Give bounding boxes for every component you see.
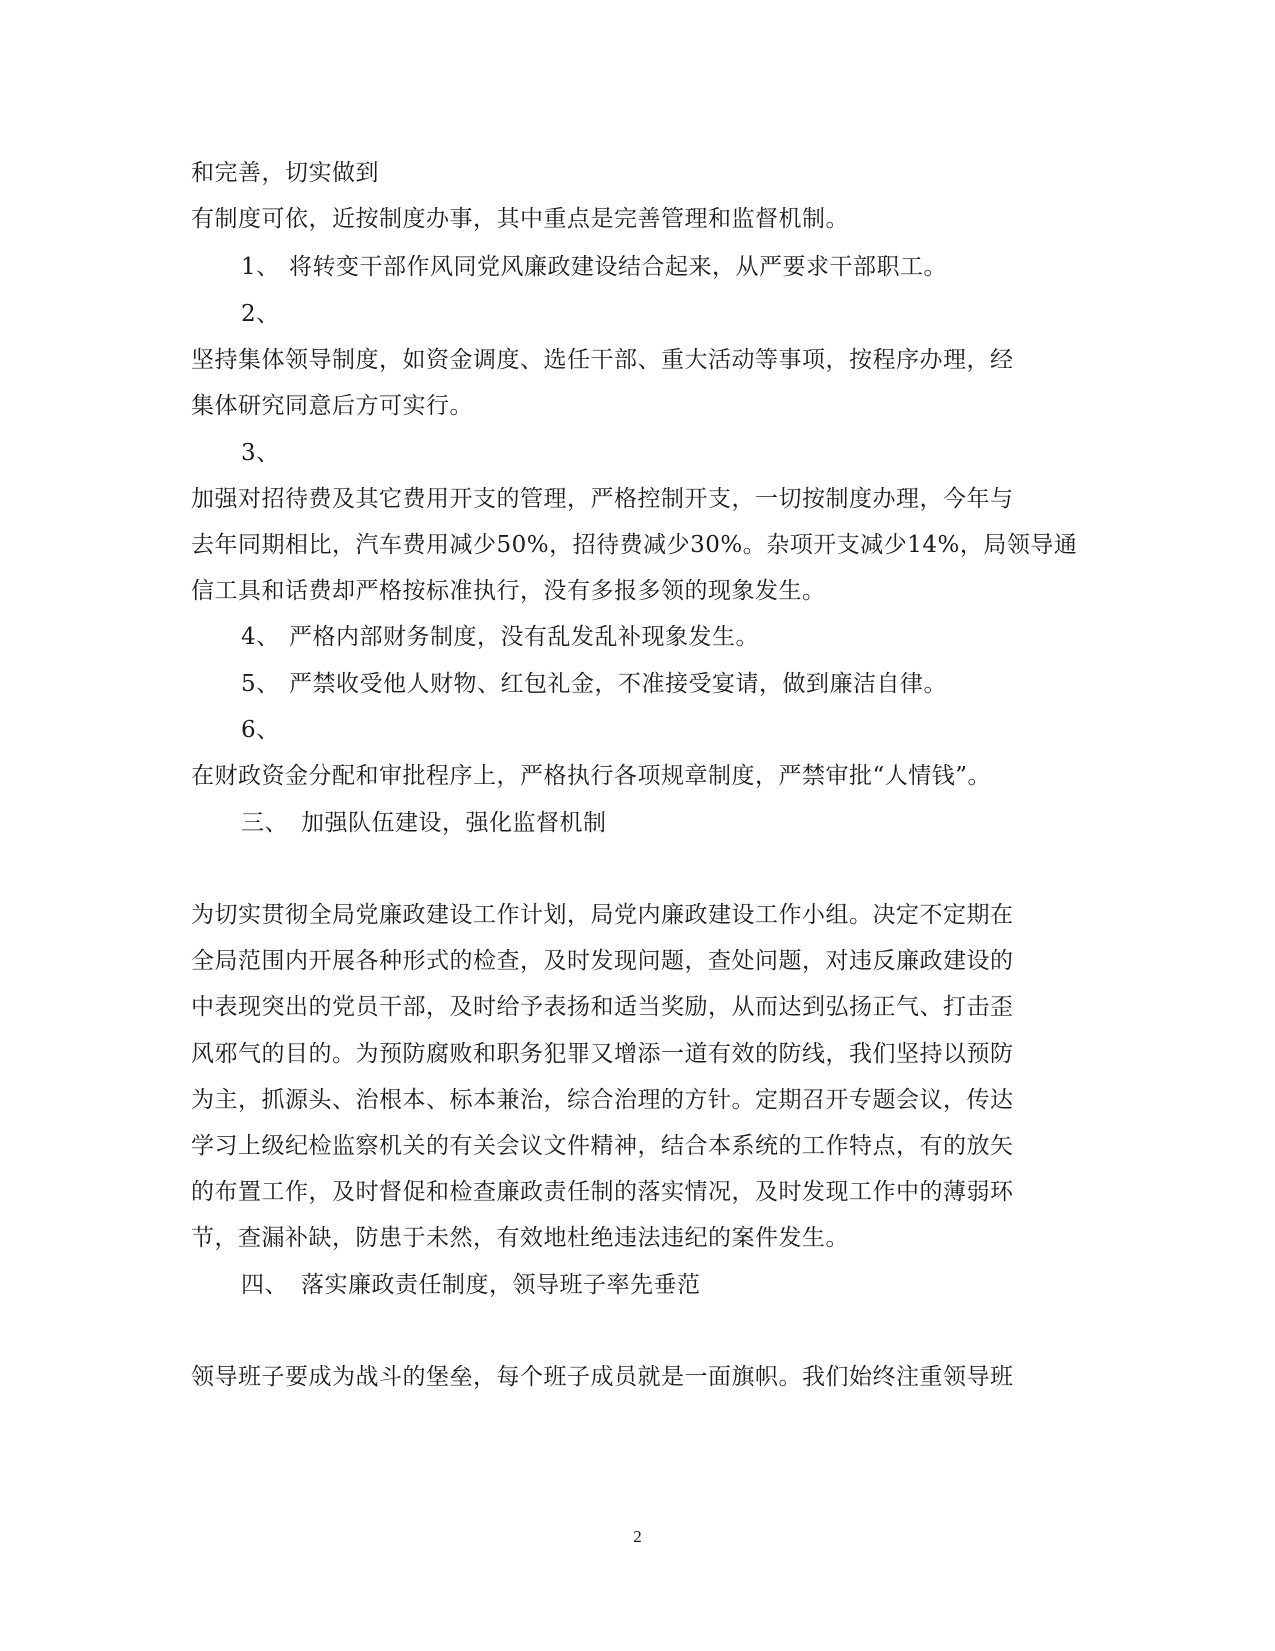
body-line: 信工具和话费却严格按标准执行，没有多报多领的现象发生。 <box>191 578 826 604</box>
body-line: 在财政资金分配和审批程序上，严格执行各项规章制度，严禁审批“人情钱”。 <box>191 763 992 789</box>
body-line: 中表现突出的党员干部，及时给予表扬和适当奖励，从而达到弘扬正气、打击歪 <box>191 994 1014 1020</box>
section-heading <box>241 1270 1141 1300</box>
page-number: 2 <box>633 1527 642 1546</box>
item-number: 4、 <box>241 624 280 650</box>
body-line: 领导班子要成为战斗的堡垒，每个班子成员就是一面旗帜。我们始终注重领导班 <box>191 1364 1014 1390</box>
item-number: 5、 <box>241 671 280 697</box>
item-text: 严格内部财务制度，没有乱发乱补现象发生。 <box>289 624 759 650</box>
body-line: 加强对招待费及其它费用开支的管理，严格控制开支，一切按制度办理，今年与 <box>191 486 1014 512</box>
item-number: 2、 <box>241 301 280 327</box>
body-line: 节，查漏补缺，防患于未然，有效地杜绝违法违纪的案件发生。 <box>191 1225 849 1251</box>
section-title: 加强队伍建设，强化监督机制 <box>301 810 607 836</box>
item-number: 3、 <box>241 440 280 466</box>
section-title: 落实廉政责任制度，领导班子率先垂范 <box>301 1272 701 1298</box>
section-number: 三、 <box>241 810 288 836</box>
body-line: 有制度可依，近按制度办事，其中重点是完善管理和监督机制。 <box>191 206 849 232</box>
body-line: 去年同期相比，汽车费用减少50%，招待费减少30%。杂项开支减少14%，局领导通 <box>191 532 1078 558</box>
body-line: 为主，抓源头、治根本、标本兼治，综合治理的方针。定期召开专题会议，传达 <box>191 1087 1014 1113</box>
body-line: 全局范围内开展各种形式的检查，及时发现问题，查处问题，对违反廉政建设的 <box>191 948 1014 974</box>
body-line: 集体研究同意后方可实行。 <box>191 393 473 419</box>
list-item <box>241 622 1141 652</box>
item-number: 6、 <box>241 717 280 743</box>
item-text: 将转变干部作风同党风廉政建设结合起来，从严要求干部职工。 <box>289 254 947 280</box>
body-line: 学习上级纪检监察机关的有关会议文件精神，结合本系统的工作特点，有的放矢 <box>191 1133 1014 1159</box>
list-item <box>241 669 1141 699</box>
body-line: 为切实贯彻全局党廉政建设工作计划，局党内廉政建设工作小组。决定不定期在 <box>191 902 1014 928</box>
body-line: 的布置工作，及时督促和检查廉政责任制的落实情况，及时发现工作中的薄弱环 <box>191 1179 1014 1205</box>
body-line: 风邪气的目的。为预防腐败和职务犯罪又增添一道有效的防线，我们坚持以预防 <box>191 1041 1014 1067</box>
section-number: 四、 <box>241 1272 288 1298</box>
list-item <box>241 252 1141 282</box>
section-heading <box>241 808 1141 838</box>
item-text: 严禁收受他人财物、红包礼金，不准接受宴请，做到廉洁自律。 <box>289 671 947 697</box>
item-number: 1、 <box>241 254 280 280</box>
body-line: 和完善，切实做到 <box>191 160 379 186</box>
body-line: 坚持集体领导制度，如资金调度、选任干部、重大活动等事项，按程序办理，经 <box>191 347 1014 373</box>
